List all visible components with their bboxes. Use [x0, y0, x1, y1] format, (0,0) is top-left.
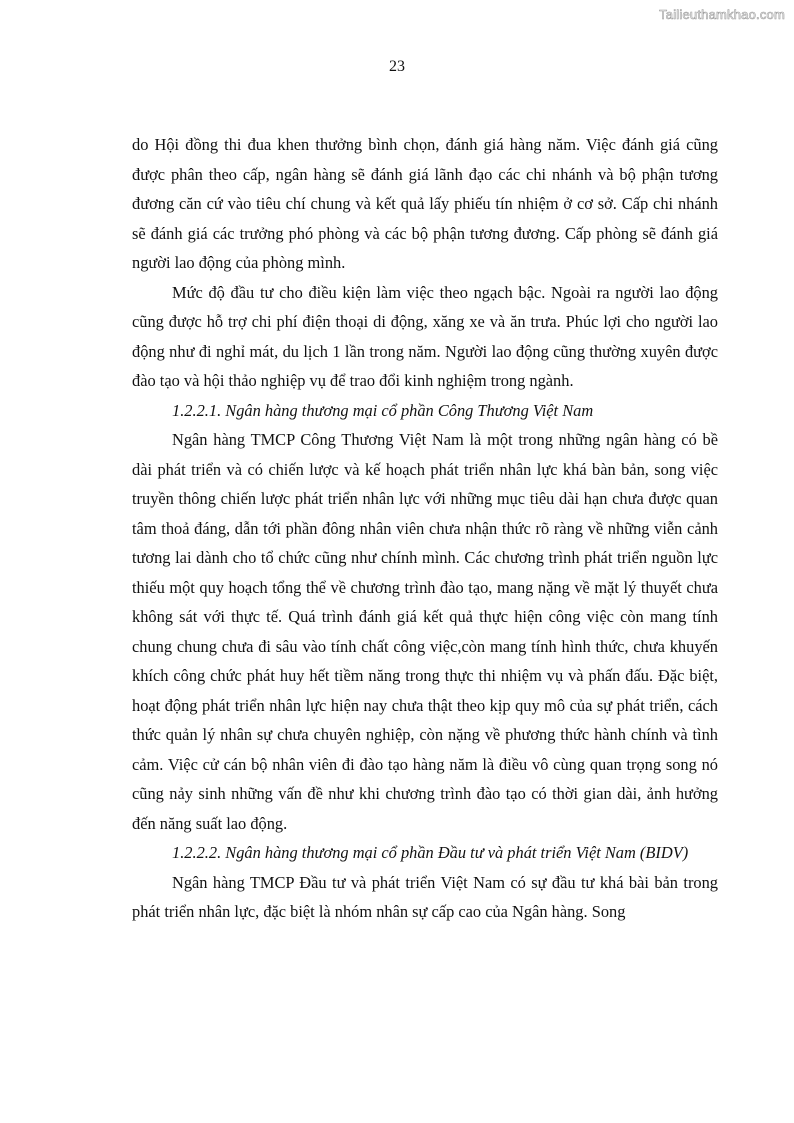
paragraph-bidv: Ngân hàng TMCP Đầu tư và phát triển Việt Nam có sự đầu tư khá bài bản trong phát triển nhân lực, đặc biệt là nhóm nhân sự cấp cao của Ngân hàng. Song [132, 872, 718, 921]
paragraph-evaluation: do Hội đồng thi đua khen thưởng bình chọn, đánh giá hàng năm. Việc đánh giá cũng được phân theo cấp, ngân hàng sẽ đánh giá lãnh đạo các chi nhánh và bộ phận tương đương căn cứ vào tiêu chí chung và kết quả lấy phiếu tín nhiệm ở cơ sở. Cấp chi nhánh sẽ đánh giá các trưởng phó phòng và các bộ phận tương đương. Cấp phòng sẽ đánh giá người lao động của phòng mình. [132, 135, 718, 272]
paragraph-working-conditions: Mức độ đầu tư cho điều kiện làm việc theo ngạch bậc. Ngoài ra người lao động cũng được hỗ trợ chi phí điện thoại di động, xăng xe và ăn trưa. Phúc lợi cho người lao động như đi nghỉ mát, du lịch 1 lần trong năm. Người lao động cũng thường xuyên được đào tạo và hội thảo nghiệp vụ để trao đổi kinh nghiệm trong ngành. [132, 282, 718, 390]
paragraph-vietinbank: Ngân hàng TMCP Công Thương Việt Nam là một trong những ngân hàng có bề dài phát triển và có chiến lược và kế hoạch phát triển nhân lực khá bàn bản, song việc truyền thông chiến lược phát triển nhân lực với những mục tiêu dài hạn chưa được quan tâm thoả đáng, dẫn tới phần đông nhân viên chưa nhận thức rõ ràng về những viễn cảnh tương lai dành cho tổ chức cũng như chính mình. Các chương trình phát triển nguồn lực thiếu một quy hoạch tổng thể về chương trình đào tạo, mang nặng về mặt lý thuyết chưa không sát với thực tế. Quá trình đánh giá kết quả thực hiện công việc còn mang tính chung chung chưa đi sâu vào tính chất công việc,còn mang tính hình thức, chưa khuyến khích công chức phát huy hết tiềm năng trong thực thi nhiệm vụ và phấn đấu. Đặc biệt, hoạt động phát triển nhân lực hiện nay chưa thật theo kịp quy mô của sự phát triển, cách thức quản lý nhân sự chưa chuyên nghiệp, còn nặng về phương thức hành chính và tình cảm. Việc cử cán bộ nhân viên đi đào tạo hàng năm là điều vô cùng quan trọng song nó cũng nảy sinh những vấn đề như khi chương trình đào tạo có thời gian dài, ảnh hưởng đến năng suất lao động. [132, 430, 718, 833]
section-heading-bidv: 1.2.2.2. Ngân hàng thương mại cổ phần Đầu tư và phát triển Việt Nam (BIDV) [172, 843, 689, 862]
section-heading-vietinbank: 1.2.2.1. Ngân hàng thương mại cổ phần Công Thương Việt Nam [172, 400, 594, 420]
page-number: 23 [389, 58, 405, 75]
document-body [132, 130, 718, 927]
watermark: Tailieuthamkhao.com [659, 7, 785, 22]
